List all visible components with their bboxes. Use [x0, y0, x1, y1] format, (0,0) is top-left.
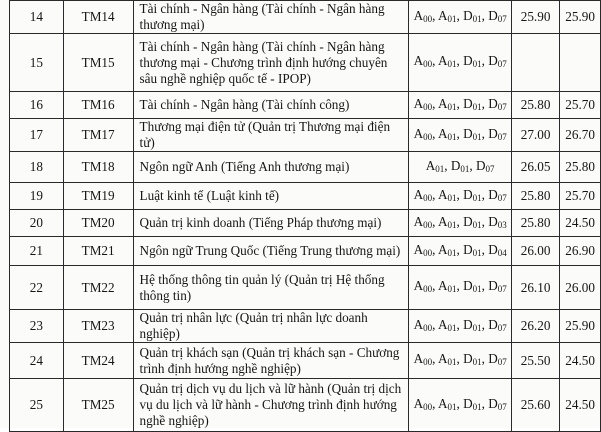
cutoff-score-b: 24.50 — [560, 379, 601, 432]
subject-combinations: $A_{00}$, $A_{01}$, $D_{01}$, $D_{07}$ — [409, 379, 511, 432]
program-code: TM14 — [63, 1, 133, 34]
table-row — [10, 152, 601, 183]
row-number: 15 — [10, 34, 64, 92]
row-number: 22 — [10, 266, 64, 310]
row-number: 17 — [10, 119, 64, 152]
table-row — [10, 266, 601, 310]
table-row — [10, 210, 601, 237]
cutoff-score-a: 27.00 — [511, 119, 559, 152]
program-name: Tài chính - Ngân hàng (Tài chính - Ngân hàng thương mại) — [133, 1, 409, 34]
program-name: Quản trị nhân lực (Quản trị nhân lực doanh nghiệp) — [133, 310, 409, 343]
table-row — [10, 237, 601, 266]
cutoff-score-b: 25.70 — [560, 183, 601, 210]
subject-combinations: $A_{00}$, $A_{01}$, $D_{01}$, $D_{07}$ — [409, 1, 511, 34]
admission-score-table — [9, 0, 601, 432]
row-number: 19 — [10, 183, 64, 210]
program-name: Tài chính - Ngân hàng (Tài chính công) — [133, 92, 409, 119]
program-code: TM16 — [63, 92, 133, 119]
table-row — [10, 34, 601, 92]
program-name: Luật kinh tế (Luật kinh tế) — [133, 183, 409, 210]
table-row — [10, 183, 601, 210]
program-code: TM23 — [63, 310, 133, 343]
subject-combinations: $A_{00}$, $A_{01}$, $D_{01}$, $D_{03}$ — [409, 210, 511, 237]
cutoff-score-a: 26.05 — [511, 152, 559, 183]
program-code: TM20 — [63, 210, 133, 237]
program-name: Quản trị kinh doanh (Tiếng Pháp thương mại) — [133, 210, 409, 237]
subject-combinations: $A_{00}$, $A_{01}$, $D_{01}$, $D_{07}$ — [409, 310, 511, 343]
program-name: Quản trị dịch vụ du lịch và lữ hành (Quản trị dịch vụ du lịch và lữ hành - Chương trình định hướng nghề nghiệp) — [133, 379, 409, 432]
cutoff-score-b: 26.90 — [560, 237, 601, 266]
row-number: 24 — [10, 343, 64, 379]
program-code: TM18 — [63, 152, 133, 183]
cutoff-score-b: 24.50 — [560, 343, 601, 379]
subject-combinations: $A_{00}$, $A_{01}$, $D_{01}$, $D_{07}$ — [409, 183, 511, 210]
program-name: Tài chính - Ngân hàng (Tài chính - Ngân hàng thương mại - Chương trình định hướng chuyên sâu nghề nghiệp quốc tế - IPOP) — [133, 34, 409, 92]
program-code: TM15 — [63, 34, 133, 92]
program-name: Hệ thống thông tin quản lý (Quản trị Hệ thống thông tin) — [133, 266, 409, 310]
subject-combinations: $A_{00}$, $A_{01}$, $D_{01}$, $D_{07}$ — [409, 343, 511, 379]
row-number: 21 — [10, 237, 64, 266]
cutoff-score-a: 26.10 — [511, 266, 559, 310]
cutoff-score-a: 25.80 — [511, 210, 559, 237]
cutoff-score-b: 25.90 — [560, 1, 601, 34]
cutoff-score-a: 25.80 — [511, 183, 559, 210]
program-code: TM17 — [63, 119, 133, 152]
program-name: Quản trị khách sạn (Quản trị khách sạn - Chương trình định hướng nghề nghiệp) — [133, 343, 409, 379]
cutoff-score-a: 25.90 — [511, 1, 559, 34]
table-body — [10, 1, 601, 432]
row-number: 18 — [10, 152, 64, 183]
program-code: TM22 — [63, 266, 133, 310]
row-number: 25 — [10, 379, 64, 432]
table-row — [10, 379, 601, 432]
program-code: TM19 — [63, 183, 133, 210]
table-row — [10, 92, 601, 119]
cutoff-score-b: 26.00 — [560, 266, 601, 310]
subject-combinations: $A_{00}$, $A_{01}$, $D_{01}$, $D_{04}$ — [409, 237, 511, 266]
table-row — [10, 343, 601, 379]
cutoff-score-b — [560, 34, 601, 92]
cutoff-score-b: 26.70 — [560, 119, 601, 152]
row-number: 14 — [10, 1, 64, 34]
row-number: 16 — [10, 92, 64, 119]
cutoff-score-b: 24.50 — [560, 210, 601, 237]
subject-combinations: $A_{00}$, $A_{01}$, $D_{01}$, $D_{07}$ — [409, 266, 511, 310]
cutoff-score-a: 26.00 — [511, 237, 559, 266]
program-code: TM21 — [63, 237, 133, 266]
cutoff-score-b: 25.90 — [560, 310, 601, 343]
program-name: Ngôn ngữ Anh (Tiếng Anh thương mại) — [133, 152, 409, 183]
subject-combinations: $A_{00}$, $A_{01}$, $D_{01}$, $D_{07}$ — [409, 119, 511, 152]
program-code: TM24 — [63, 343, 133, 379]
cutoff-score-a: 26.20 — [511, 310, 559, 343]
row-number: 20 — [10, 210, 64, 237]
program-name: Thương mại điện tử (Quản trị Thương mại điện tử) — [133, 119, 409, 152]
cutoff-score-a: 25.60 — [511, 379, 559, 432]
table-row — [10, 119, 601, 152]
cutoff-score-b: 25.70 — [560, 92, 601, 119]
cutoff-score-b: 25.80 — [560, 152, 601, 183]
cutoff-score-a: 25.50 — [511, 343, 559, 379]
program-code: TM25 — [63, 379, 133, 432]
program-name: Ngôn ngữ Trung Quốc (Tiếng Trung thương mại) — [133, 237, 409, 266]
cutoff-score-a: 25.80 — [511, 92, 559, 119]
table-row — [10, 1, 601, 34]
table-row — [10, 310, 601, 343]
subject-combinations: $A_{01}$, $D_{01}$, $D_{07}$ — [409, 152, 511, 183]
subject-combinations: $A_{00}$, $A_{01}$, $D_{01}$, $D_{07}$ — [409, 34, 511, 92]
row-number: 23 — [10, 310, 64, 343]
cutoff-score-a — [511, 34, 559, 92]
subject-combinations: $A_{00}$, $A_{01}$, $D_{01}$, $D_{07}$ — [409, 92, 511, 119]
